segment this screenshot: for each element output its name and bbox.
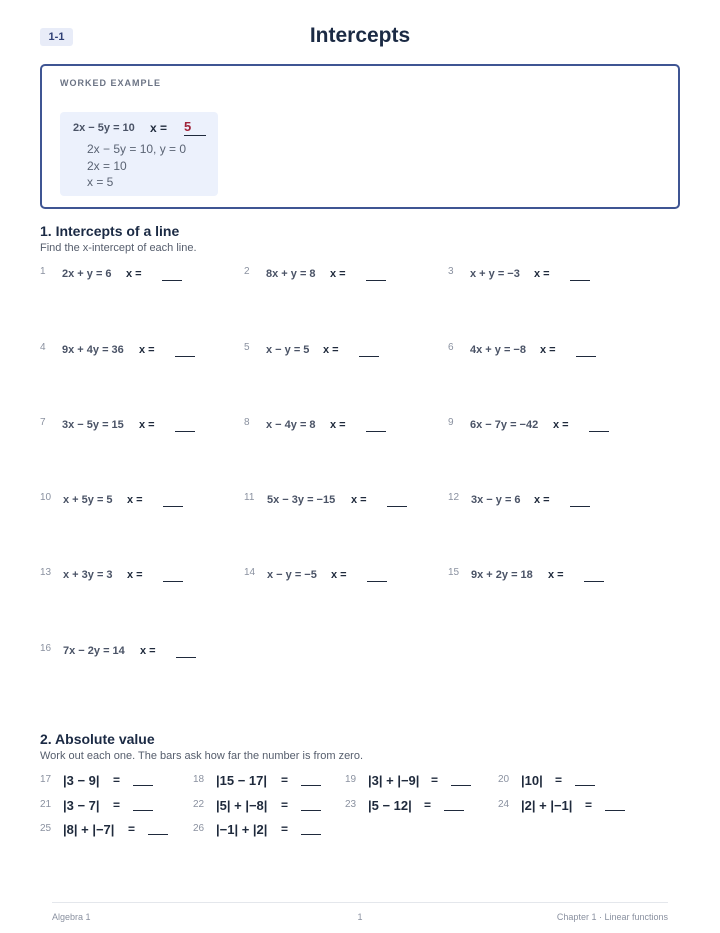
problem-equation: 3x − 5y = 15 (62, 419, 124, 431)
x-label: x = (139, 419, 155, 431)
x-label: x = (126, 268, 142, 280)
equals-sign: = (585, 798, 593, 812)
answer-blank[interactable] (570, 506, 590, 507)
answer-blank[interactable] (148, 834, 168, 835)
x-label: x = (323, 344, 339, 356)
answer-blank[interactable] (367, 581, 387, 582)
answer-blank[interactable] (176, 657, 196, 658)
answer-blank[interactable] (576, 356, 596, 357)
problem-equation: 6x − 7y = −42 (470, 419, 539, 431)
equals-sign: = (281, 773, 289, 787)
problem-equation: 7x − 2y = 14 (63, 645, 125, 657)
problem-item (40, 268, 230, 284)
problem-number: 14 (244, 567, 256, 578)
x-label: x = (553, 419, 569, 431)
problem-number: 8 (244, 417, 250, 428)
abs-expression: |10| (521, 773, 543, 788)
abs-expression: |3| + |−9| (368, 773, 420, 788)
problem-number: 24 (498, 799, 510, 810)
example-x-label: x = (150, 121, 168, 135)
example-step: 2x − 5y = 10, y = 0 (87, 142, 187, 156)
abs-expression: |3 − 9| (63, 773, 100, 788)
problem-equation: 8x + y = 8 (266, 268, 316, 280)
abs-expression: |8| + |−7| (63, 822, 115, 837)
footer-page-number: 1 (357, 912, 363, 922)
problem-equation: x − y = −5 (267, 569, 317, 581)
example-question: 2x − 5y = 10 (73, 122, 135, 134)
problem-number: 15 (448, 567, 460, 578)
answer-blank[interactable] (359, 356, 379, 357)
abs-expression: |−1| + |2| (216, 822, 268, 837)
problem-equation: x + 3y = 3 (63, 569, 113, 581)
worked-example-card (60, 112, 218, 196)
problem-number: 5 (244, 342, 250, 353)
section-2-instructions: Work out each one. The bars ask how far the number is from zero. (40, 750, 364, 762)
x-label: x = (548, 569, 564, 581)
worked-example-label: WORKED EXAMPLE (60, 78, 162, 88)
abs-problem-item (193, 823, 343, 839)
abs-problem-item (193, 799, 343, 815)
answer-blank[interactable] (162, 280, 182, 281)
answer-blank[interactable] (366, 280, 386, 281)
abs-expression: |15 − 17| (216, 773, 268, 788)
problem-item (448, 419, 638, 435)
section-1-title: 1. Intercepts of a line (40, 223, 180, 239)
abs-problem-item (498, 799, 648, 815)
problem-item (40, 419, 230, 435)
abs-problem-item (40, 774, 190, 790)
answer-blank[interactable] (584, 581, 604, 582)
page-title: Intercepts (309, 24, 411, 47)
problem-equation: 4x + y = −8 (470, 344, 526, 356)
problem-number: 9 (448, 417, 454, 428)
problem-item (448, 268, 638, 284)
x-label: x = (139, 344, 155, 356)
answer-blank[interactable] (444, 810, 464, 811)
problem-equation: x + 5y = 5 (63, 494, 113, 506)
equals-sign: = (424, 798, 432, 812)
equals-sign: = (281, 822, 289, 836)
answer-blank[interactable] (133, 810, 153, 811)
problem-number: 23 (345, 799, 357, 810)
equals-sign: = (113, 798, 121, 812)
equals-sign: = (113, 773, 121, 787)
problem-number: 1 (40, 266, 46, 277)
answer-blank[interactable] (301, 810, 321, 811)
answer-blank[interactable] (570, 280, 590, 281)
answer-blank[interactable] (301, 785, 321, 786)
answer-blank[interactable] (366, 431, 386, 432)
problem-number: 21 (40, 799, 52, 810)
worked-example-box (40, 64, 680, 209)
problem-number: 10 (40, 492, 52, 503)
problem-number: 26 (193, 823, 205, 834)
footer-divider (52, 902, 668, 903)
problem-number: 7 (40, 417, 46, 428)
equals-sign: = (281, 798, 289, 812)
x-label: x = (351, 494, 367, 506)
problem-number: 25 (40, 823, 52, 834)
x-label: x = (140, 645, 156, 657)
answer-blank[interactable] (301, 834, 321, 835)
problem-item (244, 344, 434, 360)
equals-sign: = (555, 773, 563, 787)
problem-equation: x − 4y = 8 (266, 419, 316, 431)
x-label: x = (331, 569, 347, 581)
problem-number: 19 (345, 774, 357, 785)
problem-number: 22 (193, 799, 205, 810)
problem-number: 2 (244, 266, 250, 277)
problem-number: 12 (448, 492, 460, 503)
x-label: x = (127, 494, 143, 506)
problem-item (244, 419, 434, 435)
problem-number: 3 (448, 266, 454, 277)
abs-expression: |5 − 12| (368, 798, 412, 813)
example-step: 2x = 10 (87, 159, 127, 173)
problem-item (40, 494, 230, 510)
abs-problem-item (345, 799, 495, 815)
footer-course: Algebra 1 (52, 912, 91, 922)
problem-number: 18 (193, 774, 205, 785)
abs-expression: |5| + |−8| (216, 798, 268, 813)
problem-item (40, 645, 230, 661)
x-label: x = (534, 494, 550, 506)
problem-item (244, 569, 434, 585)
problem-item (40, 569, 230, 585)
problem-number: 16 (40, 643, 52, 654)
section-1-instructions: Find the x-intercept of each line. (40, 242, 197, 254)
abs-problem-item (345, 774, 495, 790)
answer-blank[interactable] (163, 581, 183, 582)
problem-equation: 9x + 4y = 36 (62, 344, 124, 356)
x-label: x = (127, 569, 143, 581)
problem-number: 20 (498, 774, 510, 785)
problem-number: 4 (40, 342, 46, 353)
problem-number: 13 (40, 567, 52, 578)
problem-item (40, 344, 230, 360)
problem-equation: x + y = −3 (470, 268, 520, 280)
problem-item (448, 344, 638, 360)
problem-item (448, 494, 638, 510)
example-answer: 5 (184, 119, 206, 136)
problem-item (448, 569, 638, 585)
problem-equation: x − y = 5 (266, 344, 310, 356)
x-label: x = (330, 419, 346, 431)
abs-problem-item (40, 799, 190, 815)
problem-equation: 2x + y = 6 (62, 268, 112, 280)
lesson-badge: 1-1 (40, 28, 73, 46)
problem-equation: 5x − 3y = −15 (267, 494, 336, 506)
answer-blank[interactable] (175, 431, 195, 432)
equals-sign: = (128, 822, 136, 836)
abs-problem-item (498, 774, 648, 790)
answer-blank[interactable] (387, 506, 407, 507)
abs-expression: |2| + |−1| (521, 798, 573, 813)
x-label: x = (534, 268, 550, 280)
problem-equation: 9x + 2y = 18 (471, 569, 533, 581)
problem-number: 17 (40, 774, 52, 785)
answer-blank[interactable] (163, 506, 183, 507)
answer-blank[interactable] (605, 810, 625, 811)
problem-number: 6 (448, 342, 454, 353)
section-2-title: 2. Absolute value (40, 731, 155, 747)
problem-item (244, 268, 434, 284)
footer-chapter: Chapter 1 · Linear functions (556, 912, 668, 922)
problem-number: 11 (244, 492, 255, 503)
problem-item (244, 494, 434, 510)
abs-expression: |3 − 7| (63, 798, 100, 813)
answer-blank[interactable] (133, 785, 153, 786)
x-label: x = (540, 344, 556, 356)
x-label: x = (330, 268, 346, 280)
abs-problem-item (193, 774, 343, 790)
problem-equation: 3x − y = 6 (471, 494, 521, 506)
answer-blank[interactable] (451, 785, 471, 786)
example-step: x = 5 (87, 175, 114, 189)
equals-sign: = (431, 773, 439, 787)
answer-blank[interactable] (175, 356, 195, 357)
answer-blank[interactable] (589, 431, 609, 432)
abs-problem-item (40, 823, 190, 839)
answer-blank[interactable] (575, 785, 595, 786)
